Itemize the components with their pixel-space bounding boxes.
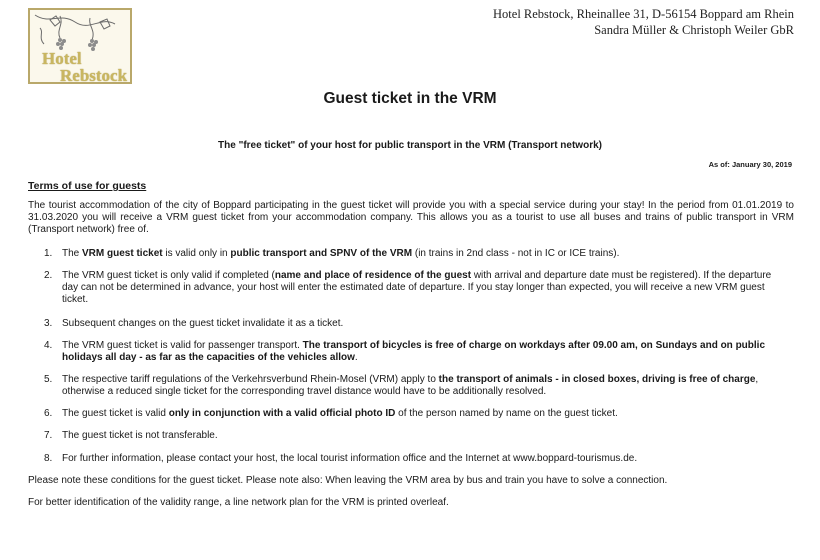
- page-title: Guest ticket in the VRM: [323, 90, 497, 107]
- body-text: The respective tariff regulations of the Verkehrsverbund Rhein-Mosel (VRM) apply to: [62, 374, 439, 385]
- body-text: The VRM guest ticket is only valid if completed (: [62, 270, 275, 281]
- page-subtitle: The "free ticket" of your host for public transport in the VRM (Transport network): [218, 140, 602, 151]
- emphasis-text: The transport of bicycles is free of charge on workdays after 09.00 am, on Sundays and on public holidays all day - as far as the capacities of the vehicles allow: [62, 340, 766, 363]
- list-item-text: [62, 453, 790, 465]
- emphasis-text: VRM guest ticket: [82, 248, 163, 259]
- hotel-logo: [28, 8, 132, 84]
- letterhead-address: Hotel Rebstock, Rheinallee 31, D-56154 Boppard am Rhein: [493, 7, 794, 21]
- terms-heading: Terms of use for guests: [28, 180, 147, 192]
- body-text: .: [354, 352, 358, 363]
- body-text: The guest ticket is valid: [62, 408, 169, 419]
- list-item-text: [62, 408, 790, 420]
- logo-text-hotel: Hotel: [42, 49, 82, 68]
- list-item-text: [62, 430, 790, 442]
- letterhead-owners: Sandra Müller & Christoph Weiler GbR: [594, 23, 794, 37]
- body-text: of the person named by name on the guest ticket.: [395, 408, 618, 419]
- emphasis-text: only in conjunction with a valid official photo ID: [168, 408, 396, 419]
- list-item-number: 5.: [44, 374, 53, 385]
- body-text: , otherwise a reduced single ticket for the corresponding travel distance would have to be additionally resolved.: [62, 374, 759, 397]
- list-item-text: [62, 318, 790, 330]
- body-text: For further information, please contact your host, the local tourist information office and the Internet at www.boppard-tourismus.de.: [62, 453, 638, 464]
- body-text: (in trains in 2nd class - not in IC or ICE trains).: [412, 248, 620, 259]
- list-item-number: 4.: [44, 340, 53, 351]
- logo-text-rebstock: Rebstock: [60, 66, 128, 84]
- body-text: is valid only in: [162, 248, 231, 259]
- list-item-number: 1.: [44, 248, 53, 259]
- list-item-text: [62, 248, 790, 260]
- body-text: The VRM guest ticket is valid for passenger transport.: [62, 340, 303, 351]
- list-item-number: 6.: [44, 408, 53, 419]
- body-text: Subsequent changes on the guest ticket invalidate it as a ticket.: [62, 318, 344, 329]
- body-text: with arrival and departure date must be registered). If the departure day can not be determined in advance, your host will enter the estimated date of departure. If you stay longer than expected, you will receive a new VRM guest ticket.: [62, 270, 772, 305]
- letterhead: [493, 6, 794, 38]
- note-network-plan: For better identification of the validity range, a line network plan for the VRM is printed overleaf.: [28, 497, 449, 508]
- list-item-number: 3.: [44, 318, 53, 329]
- list-item-number: 7.: [44, 430, 53, 441]
- list-item-text: [62, 270, 790, 306]
- intro-paragraph: The tourist accommodation of the city of Boppard participating in the guest ticket will provide you with a special service during your stay! In the period from 01.01.2019 to 31.03.2020 you will receive a VRM guest ticket from your accommodation company. This allows you as a tourist to use all buses and trains of public transport in VRM (Transport network) free of.: [28, 200, 794, 235]
- emphasis-text: name and place of residence of the guest: [274, 270, 472, 281]
- as-of-date: As of: January 30, 2019: [708, 160, 792, 169]
- list-item-text: [62, 340, 790, 364]
- list-item-text: [62, 374, 790, 398]
- body-text: The: [62, 248, 83, 259]
- note-conditions: Please note these conditions for the guest ticket. Please note also: When leaving the VRM area by bus and train you have to solve a connection.: [28, 475, 668, 486]
- list-item-number: 8.: [44, 453, 53, 464]
- body-text: The guest ticket is not transferable.: [62, 430, 218, 441]
- list-item-number: 2.: [44, 270, 53, 281]
- emphasis-text: the transport of animals - in closed boxes, driving is free of charge: [438, 374, 756, 385]
- emphasis-text: public transport and SPNV of the VRM: [230, 248, 413, 259]
